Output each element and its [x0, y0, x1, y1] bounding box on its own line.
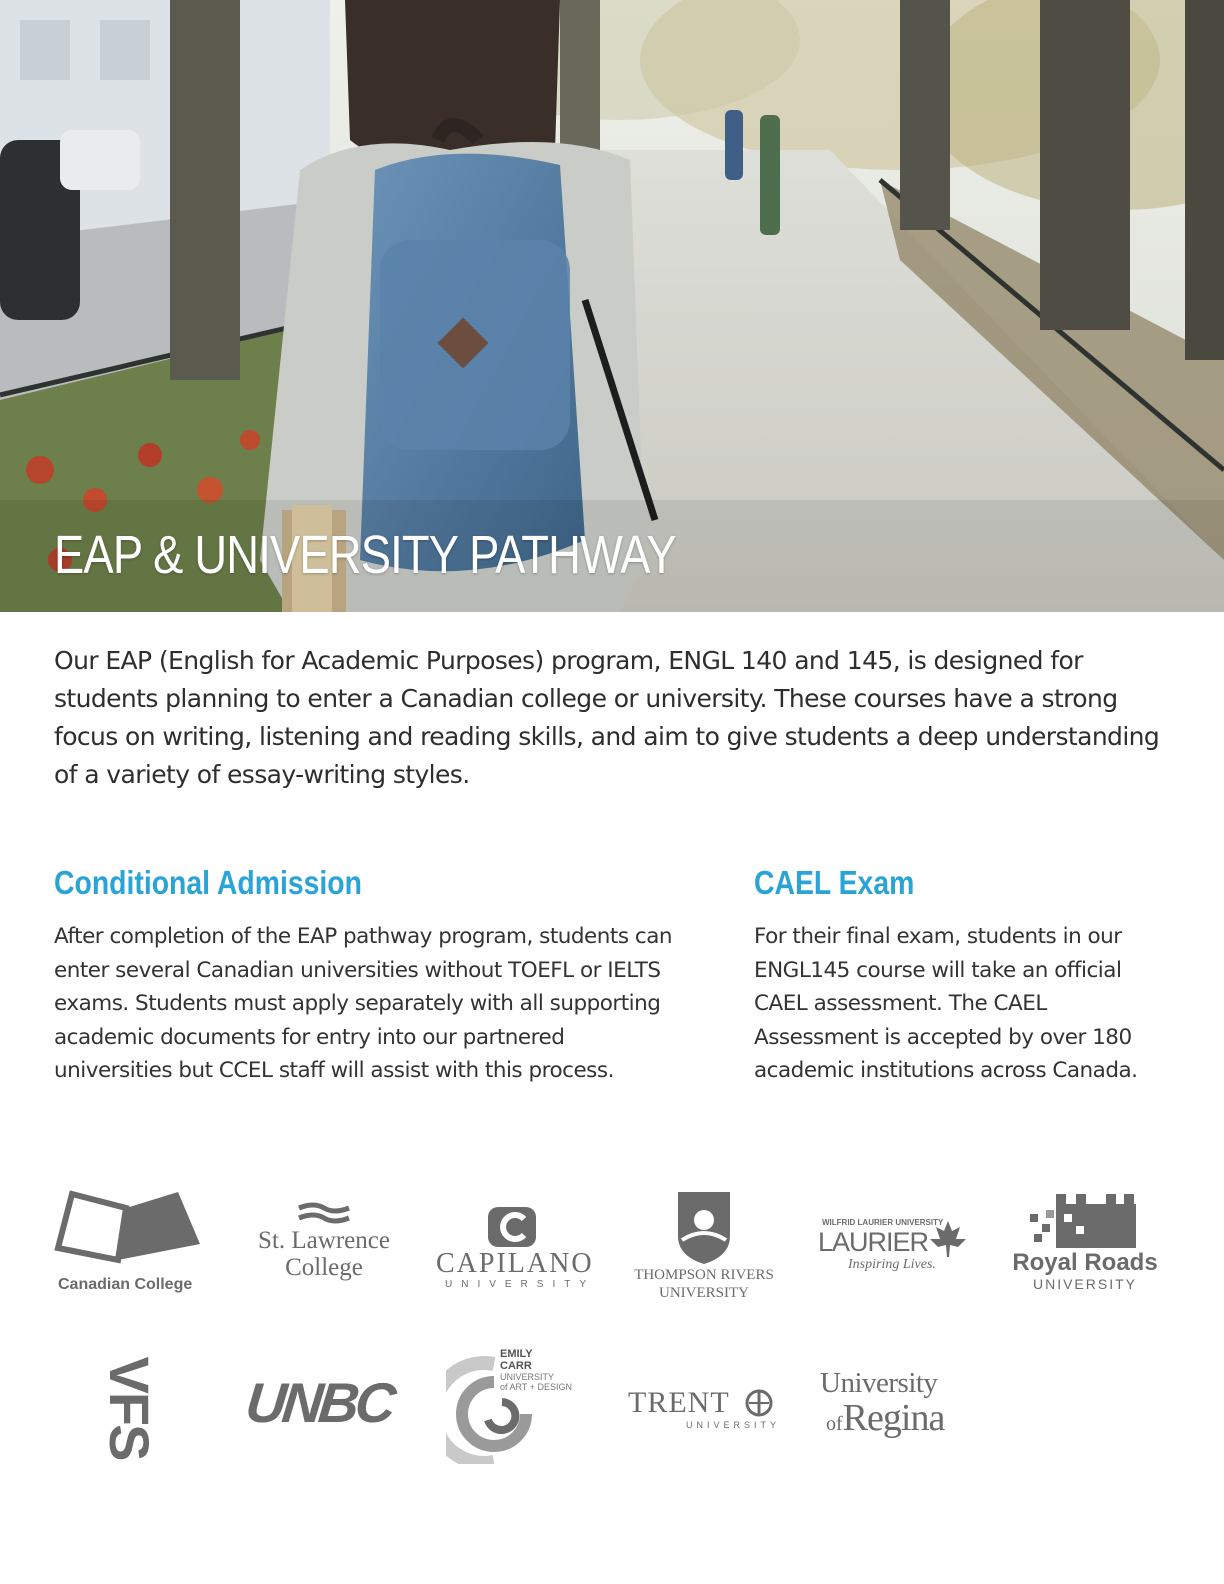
thompson-rivers-line2: UNIVERSITY [659, 1285, 749, 1301]
logo-capilano-university [436, 1205, 596, 1290]
capilano-name: CAPILANO [436, 1248, 594, 1279]
st-lawrence-line2: College [285, 1254, 363, 1281]
vfs-label: VFS [98, 1356, 161, 1460]
logo-laurier [818, 1218, 978, 1273]
logo-unbc [242, 1371, 396, 1434]
emily-carr-line1: EMILY [500, 1348, 533, 1360]
laurier-name: LAURIER [818, 1227, 929, 1257]
thompson-rivers-line1: THOMPSON RIVERS [634, 1267, 774, 1283]
cael-exam-heading: CAEL Exam [754, 864, 915, 901]
regina-line2: Regina [842, 1397, 945, 1439]
regina-of: of [826, 1413, 843, 1435]
logo-canadian-college [54, 1190, 204, 1294]
canadian-college-label: Canadian College [58, 1276, 193, 1293]
logo-vfs [84, 1350, 174, 1466]
logo-emily-carr-university [446, 1348, 586, 1464]
castle-pixel-icon [1006, 1192, 1164, 1250]
intro-paragraph: Our EAP (English for Academic Purposes) program, ENGL 140 and 145, is designed for students planning to enter a Canadian college or university. These courses have a strong focus on writing, listening and reading skills, and aim to give students a deep understanding of a variety of essay-writing styles. [54, 646, 1160, 789]
page-title: EAP & UNIVERSITY PATHWAY [54, 525, 676, 585]
emily-carr-line3: UNIVERSITY [500, 1372, 555, 1382]
trent-sub: UNIVERSITY [686, 1420, 781, 1430]
capilano-c-icon [436, 1205, 588, 1249]
hero-illustration [0, 0, 1224, 612]
regina-line1: University [820, 1367, 938, 1399]
unbc-label: UNBC [242, 1371, 396, 1434]
emily-carr-line2: CARR [500, 1360, 532, 1372]
hero-photo [0, 0, 1224, 612]
trent-crest-icon [744, 1388, 774, 1418]
logo-st-lawrence-college [244, 1200, 404, 1282]
maple-leaf-icon [928, 1219, 968, 1259]
laurier-tagline: Inspiring Lives. [848, 1257, 936, 1272]
logo-university-of-regina [820, 1368, 980, 1445]
royal-roads-name: Royal Roads [1012, 1249, 1158, 1276]
emily-carr-line4: of ART + DESIGN [500, 1382, 572, 1392]
cael-exam-text: For their final exam, students in our ENGL145 course will take an official CAEL assessment. The CAEL Assessment is accepted by over 180 academic institutions across Canada. [754, 924, 1138, 1083]
st-lawrence-line1: St. Lawrence [258, 1227, 390, 1254]
book-icon [54, 1190, 204, 1268]
logo-thompson-rivers-university [626, 1190, 782, 1302]
conditional-admission-heading: Conditional Admission [54, 864, 362, 901]
shield-icon [626, 1190, 782, 1266]
laurier-top: WILFRID LAURIER UNIVERSITY [822, 1218, 944, 1227]
trent-name: TRENT [628, 1386, 730, 1419]
waves-icon [244, 1200, 404, 1228]
logo-royal-roads-university [1006, 1192, 1164, 1292]
logo-trent-university [628, 1386, 788, 1430]
royal-roads-sub: UNIVERSITY [1032, 1276, 1137, 1292]
capilano-sub: UNIVERSITY [445, 1279, 596, 1290]
conditional-admission-text: After completion of the EAP pathway program, students can enter several Canadian universities without TOEFL or IELTS exams. Students must apply separately with all supporting academic documents for entry into our partnered universities but CCEL staff will assist with this process. [54, 924, 673, 1083]
